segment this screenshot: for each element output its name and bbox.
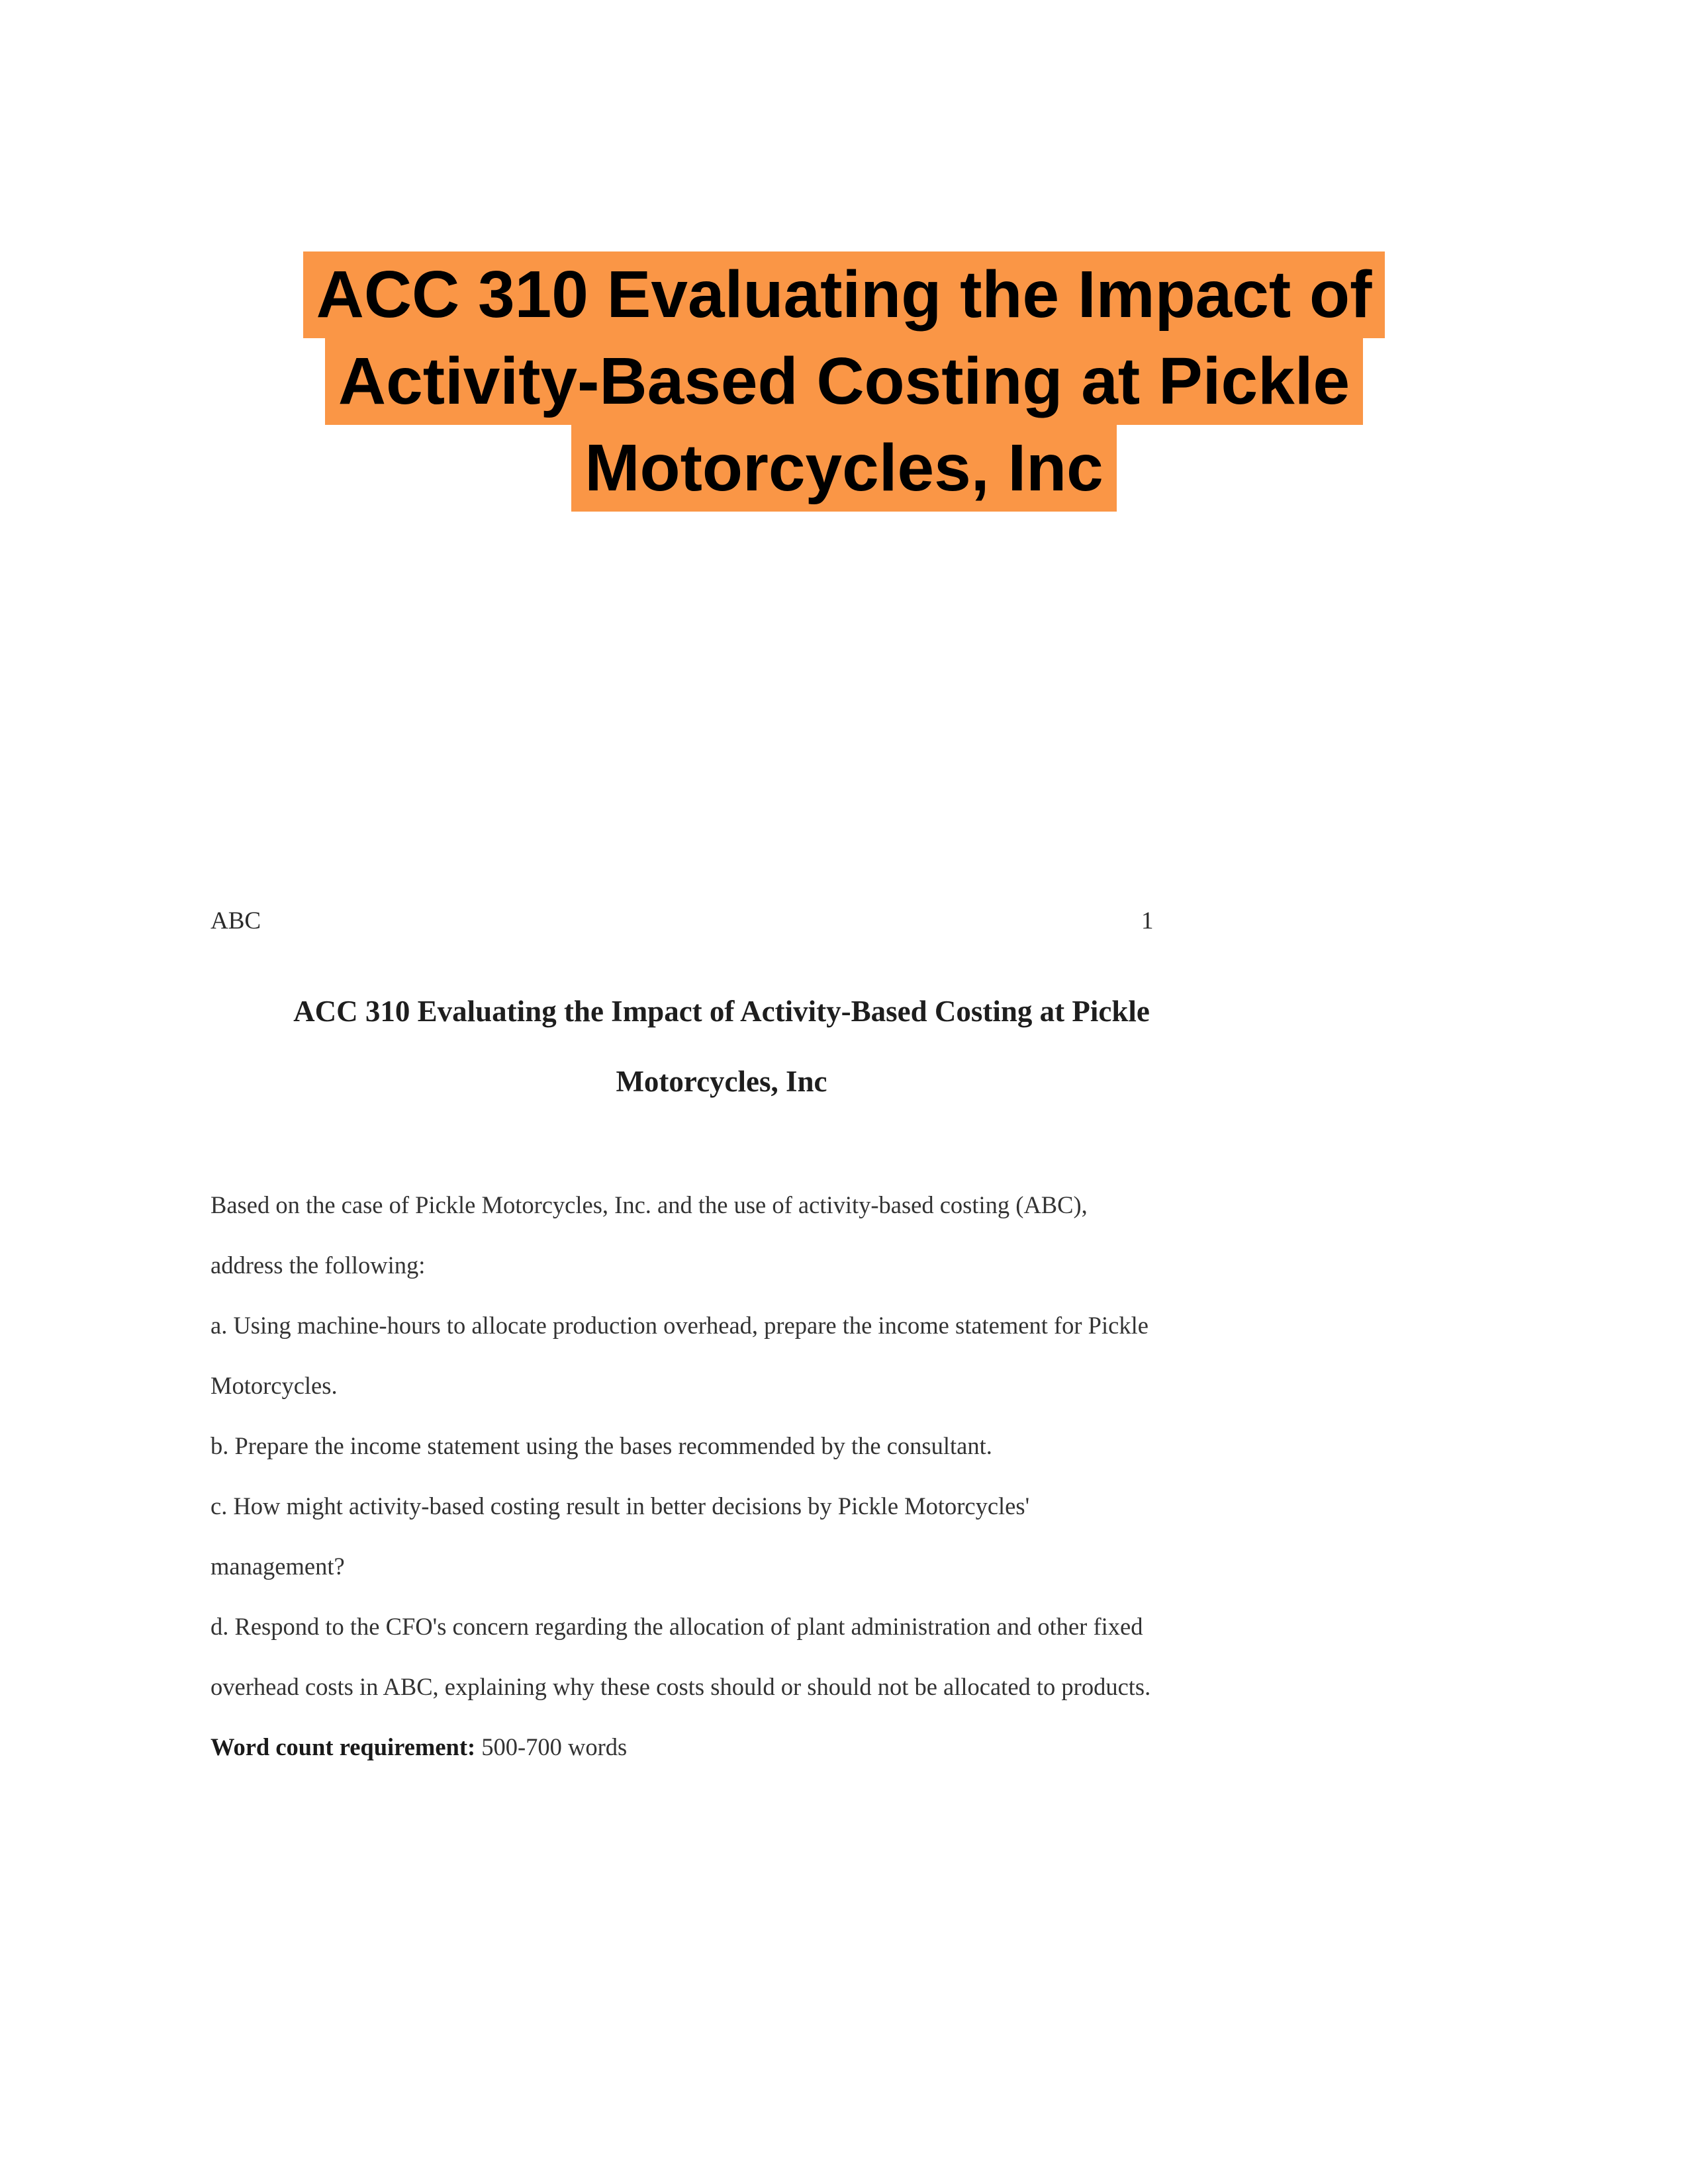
banner-title-line: ACC 310 Evaluating the Impact of [303, 251, 1385, 338]
document-body [211, 1175, 1283, 1777]
running-head: ABC [211, 907, 261, 934]
document-title [0, 976, 1443, 1116]
intro-line: Based on the case of Pickle Motorcycles, Inc. and the use of activity-based costing (ABC), [211, 1191, 1088, 1218]
document-title-line: ACC 310 Evaluating the Impact of Activity-Based Costing at Pickle [293, 995, 1150, 1028]
banner-title-line: Activity-Based Costing at Pickle [325, 338, 1363, 425]
word-count-requirement [211, 1717, 1283, 1777]
item-d-line: d. Respond to the CFO's concern regarding the allocation of plant administration and other fixed [211, 1613, 1143, 1640]
item-c-line: management? [211, 1553, 345, 1580]
item-c-line: c. How might activity-based costing result in better decisions by Pickle Motorcycles' [211, 1492, 1030, 1520]
page-number: 1 [1141, 907, 1154, 934]
document-title-line: Motorcycles, Inc [616, 1065, 827, 1098]
item-a-line: a. Using machine-hours to allocate production overhead, prepare the income statement for Pickle [211, 1312, 1149, 1339]
item-b-line: b. Prepare the income statement using the bases recommended by the consultant. [211, 1432, 992, 1459]
title-banner [0, 251, 1688, 512]
item-d-line: overhead costs in ABC, explaining why these costs should or should not be allocated to products. [211, 1673, 1151, 1700]
intro-line: address the following: [211, 1251, 426, 1279]
document-page-preview [0, 880, 1688, 1840]
banner-title-line: Motorcycles, Inc [571, 425, 1117, 512]
requirement-value: 500-700 words [481, 1733, 628, 1760]
item-a-line: Motorcycles. [211, 1372, 338, 1399]
requirement-label: Word count requirement: [211, 1733, 476, 1760]
